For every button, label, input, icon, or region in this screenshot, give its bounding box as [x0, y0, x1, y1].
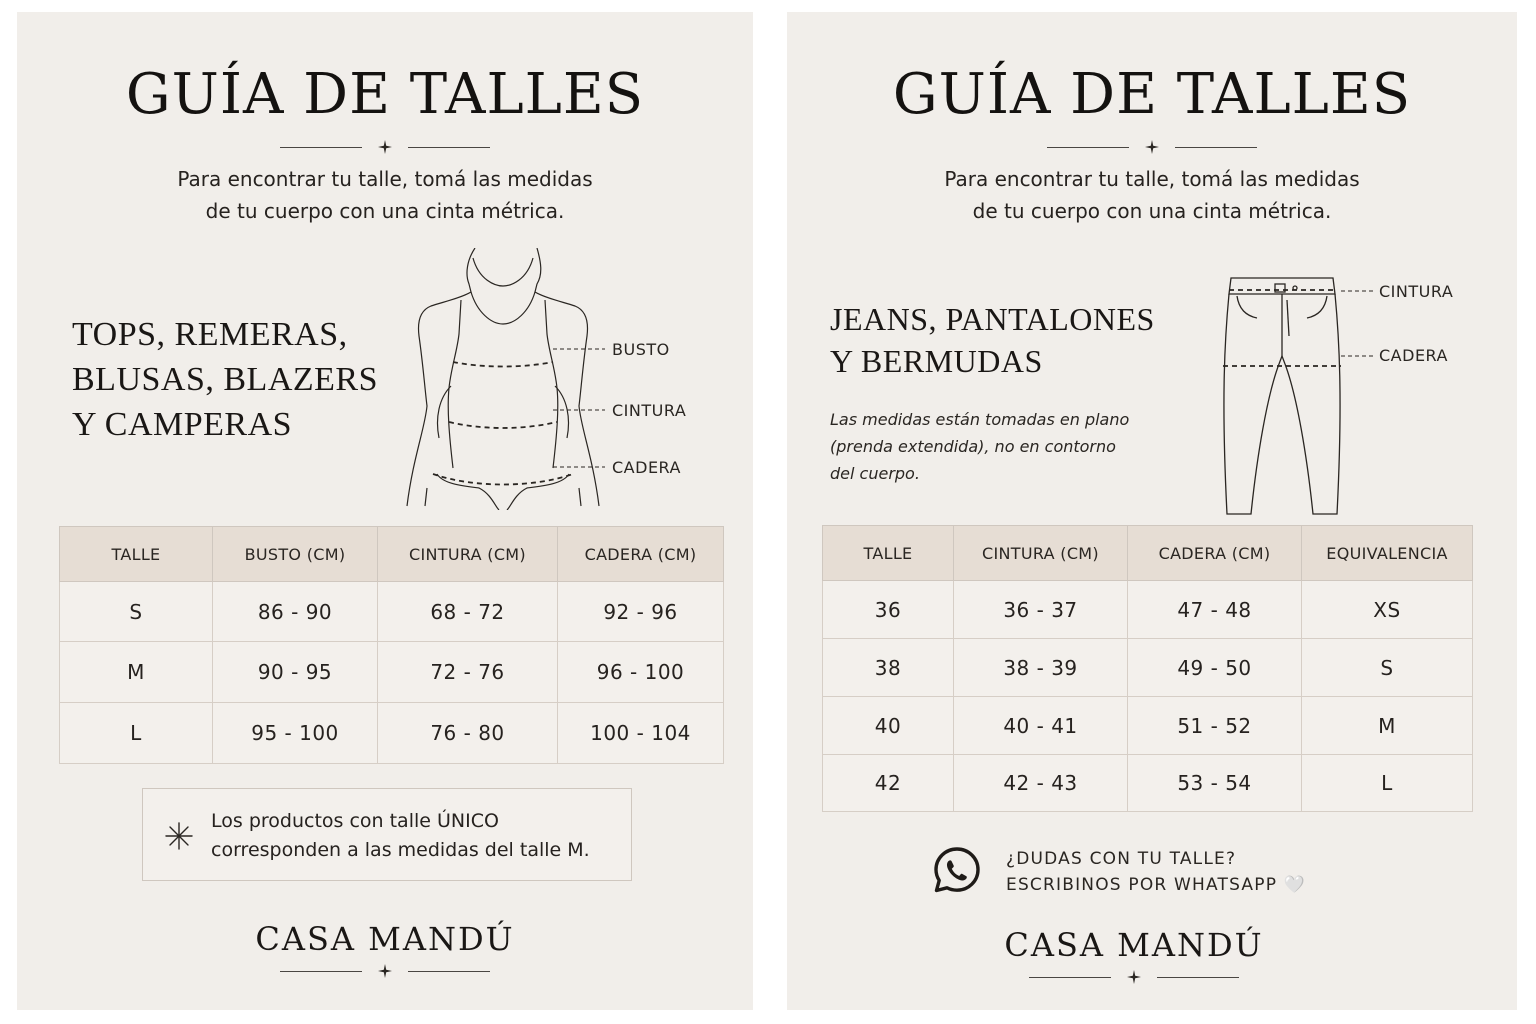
label-hip: CADERA — [612, 458, 681, 477]
label-waist: CINTURA — [1379, 282, 1454, 301]
size-guide-tops-panel — [17, 12, 753, 1010]
cell-size: 42 — [823, 755, 954, 812]
cell-size: 38 — [823, 639, 954, 697]
brand-ornament — [280, 964, 490, 978]
cell-bust: 86 - 90 — [213, 582, 378, 642]
table-row — [60, 582, 724, 642]
cell-hip: 49 - 50 — [1128, 639, 1302, 697]
table-row — [60, 642, 724, 703]
cell-hip: 96 - 100 — [558, 642, 724, 703]
cell-hip: 53 - 54 — [1128, 755, 1302, 812]
label-bust: BUSTO — [612, 340, 670, 359]
measure-leader-lines — [553, 342, 613, 472]
column-header: CADERA (CM) — [1128, 526, 1302, 581]
jeans-illustration — [1217, 276, 1347, 516]
cell-waist: 68 - 72 — [378, 582, 558, 642]
intro-text: Para encontrar tu talle, tomá las medidas de tu cuerpo con una cinta métrica. — [177, 167, 593, 223]
whatsapp-icon[interactable] — [933, 846, 981, 894]
size-table-tops — [59, 526, 724, 764]
cell-hip: 51 - 52 — [1128, 697, 1302, 755]
intro-text: Para encontrar tu talle, tomá las medidas de tu cuerpo con una cinta métrica. — [944, 167, 1360, 223]
size-table-jeans — [822, 525, 1473, 812]
column-header: CINTURA (CM) — [378, 527, 558, 582]
cell-bust: 90 - 95 — [213, 642, 378, 703]
column-header: TALLE — [60, 527, 213, 582]
label-hip: CADERA — [1379, 346, 1448, 365]
label-waist: CINTURA — [612, 401, 687, 420]
cell-hip: 100 - 104 — [558, 703, 724, 764]
column-header: TALLE — [823, 526, 954, 581]
four-point-star-icon — [378, 140, 392, 154]
flat-measure-note: Las medidas están tomadas en plano (prenda extendida), no en contorno del cuerpo. — [830, 410, 1130, 483]
column-header: EQUIVALENCIA — [1302, 526, 1473, 581]
page-title: GUÍA DE TALLES — [892, 62, 1412, 127]
page-title: GUÍA DE TALLES — [125, 62, 645, 127]
cell-size: 40 — [823, 697, 954, 755]
cell-equivalence: M — [1302, 697, 1473, 755]
cell-waist: 38 - 39 — [954, 639, 1128, 697]
cell-size: L — [60, 703, 213, 764]
cell-hip: 47 - 48 — [1128, 581, 1302, 639]
cell-equivalence: S — [1302, 639, 1473, 697]
brand-logo: CASA MANDÚ — [1004, 926, 1264, 964]
brand-logo: CASA MANDÚ — [255, 920, 515, 958]
cell-equivalence: L — [1302, 755, 1473, 812]
cell-size: M — [60, 642, 213, 703]
four-point-star-icon — [378, 964, 392, 978]
column-header: BUSTO (CM) — [213, 527, 378, 582]
whatsapp-contact-text[interactable]: ¿DUDAS CON TU TALLE? ESCRIBINOS POR WHATSAPP 🤍 — [1006, 849, 1307, 895]
cell-size: 36 — [823, 581, 954, 639]
section-title-jeans: JEANS, PANTALONES Y BERMUDAS — [830, 301, 1155, 379]
four-point-star-icon — [1145, 140, 1159, 154]
cell-waist: 40 - 41 — [954, 697, 1128, 755]
title-ornament — [1047, 140, 1257, 154]
cell-waist: 42 - 43 — [954, 755, 1128, 812]
sparkle-icon — [165, 822, 193, 850]
section-title-tops: TOPS, REMERAS, BLUSAS, BLAZERS Y CAMPERAS — [72, 316, 378, 443]
column-header: CINTURA (CM) — [954, 526, 1128, 581]
size-guide-jeans-panel — [787, 12, 1517, 1010]
table-row — [823, 697, 1473, 755]
column-header: CADERA (CM) — [558, 527, 724, 582]
four-point-star-icon — [1127, 970, 1141, 984]
unique-size-note — [142, 788, 632, 881]
cell-waist: 36 - 37 — [954, 581, 1128, 639]
title-ornament — [280, 140, 490, 154]
cell-hip: 92 - 96 — [558, 582, 724, 642]
measure-leader-lines — [1341, 286, 1377, 366]
cell-waist: 76 - 80 — [378, 703, 558, 764]
table-row — [823, 755, 1473, 812]
table-row — [823, 581, 1473, 639]
table-row — [60, 703, 724, 764]
table-row — [823, 639, 1473, 697]
brand-ornament — [1029, 970, 1239, 984]
cell-size: S — [60, 582, 213, 642]
cell-equivalence: XS — [1302, 581, 1473, 639]
cell-bust: 95 - 100 — [213, 703, 378, 764]
cell-waist: 72 - 76 — [378, 642, 558, 703]
note-text: Los productos con talle ÚNICO corresponden a las medidas del talle M. — [211, 810, 590, 861]
